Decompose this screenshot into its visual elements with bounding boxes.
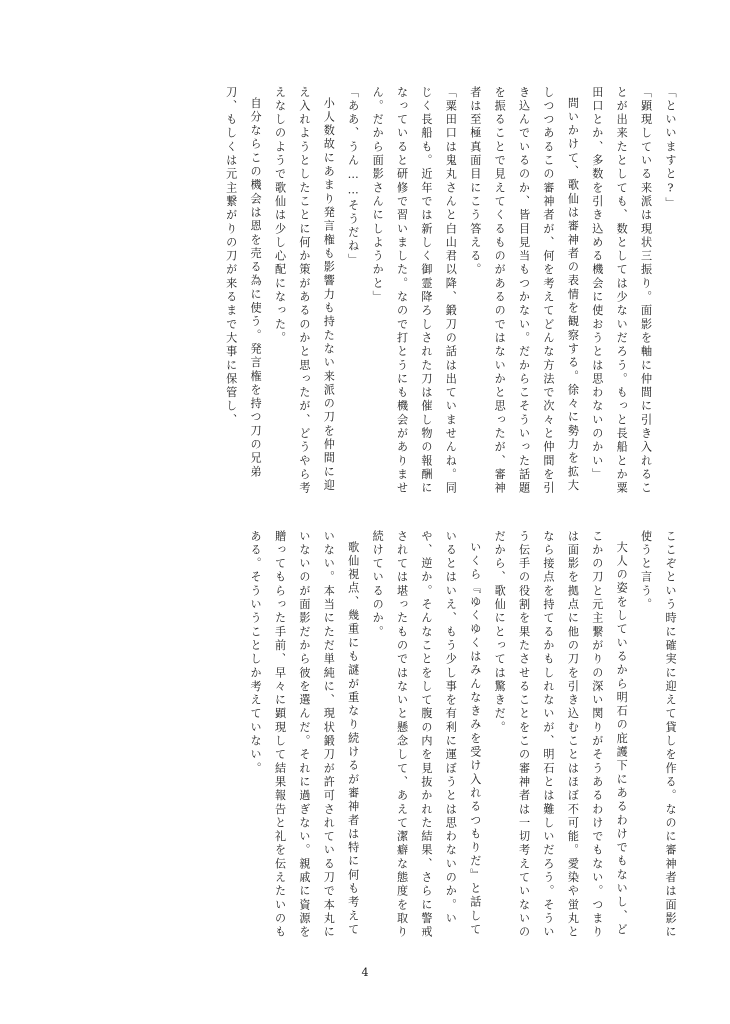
paragraph: 「粟田口は鬼丸さんと白山君以降、鍛刀の話は出ていませんね。同じく長船も。近年では新しく御霊降ろしされた刀は催し物の報酬になっていると研修で習いました。なので打とうにも機会がありません。だから面影さんにしようかと」 [371,86,458,496]
paragraph: 歌仙視点、幾重にも謎が重なり続けるが審神者は特に何も考えていない。本当にただ単純に、現状鍛刀が許可されている刀で本丸にいないのが面影だから彼を選んだ。それに過ぎない。親戚に資源を贈ってもらった手前、早々に顕現して結果報告と礼を伝えたいのもある。そういうことしか考えていない。 [249,530,360,940]
page-number: 4 [361,966,369,979]
text-block-top [54,86,682,496]
text-block-bottom [54,530,682,940]
paragraph: いくら『ゆくゆくはみんなきみを受け入れるつもりだ』と話しているとはいえ、もう少し事を有利に運ぼうとは思わないのか。いや、逆か。そんなことをして腹の内を見抜かれた結果、さらに警戒されては堪ったものではないと懸念して、あえて潔癖な態度を取り続けているのか。 [371,530,482,940]
paragraph: 「といいますと?」 [664,86,677,211]
paragraph: 小人数故にあまり発言権も影響力も持たない来派の刀を仲間に迎え入れようとしたことに何か策があるのかと思ったが、どうやら考えなしのようで歌仙は少し心配になった。 [273,86,336,496]
paragraph: 問いかけて、歌仙は審神者の表情を観察する。徐々に勢力を拡大しつつあるこの審神者が、何を考えてどんな方法で次々と仲間を引き込んでいるのか、皆目見当もつかない。だからこそういった話題を振ることで見えてくるものがあるのではないかと思ったが、審神者は至極真面目にこう答える。 [468,86,580,496]
paragraph: 「ああ、うん……そうだね」 [346,86,360,268]
paragraph: ここぞという時に確実に迎えて貸しを作る。なのに審神者は面影に使うと言う。 [639,530,677,940]
paragraph: 大人の姿をしているから明石の庇護下にあるわけでもないし、どこかの刀と元主繋がりの深い関りがそうあるわけでもない。つまりは面影を拠点に他の刀を引き込むことはほぼ不可能。愛染や蛍丸となら接点を持てるかもしれないが、明石とは難しいだろう。そういう伝手の役割を果たさせることをこの審神者は一切考えていないのだから、歌仙にとっては驚きだ。 [493,530,629,940]
paragraph: 自分ならこの機会は恩を売る為に使う。発言権を持つ刀の兄弟刀、もしくは元主繋がりの刀が来るまで大事に保管し、 [224,86,263,480]
paragraph: 「顕現している来派は現状三振り。面影を軸に仲間に引き入れることが出来たとしても、数としては少ないだろう。もっと長船とか粟田口とか、多数を引き込める機会に使おうとは思わないのかい」 [590,86,653,496]
